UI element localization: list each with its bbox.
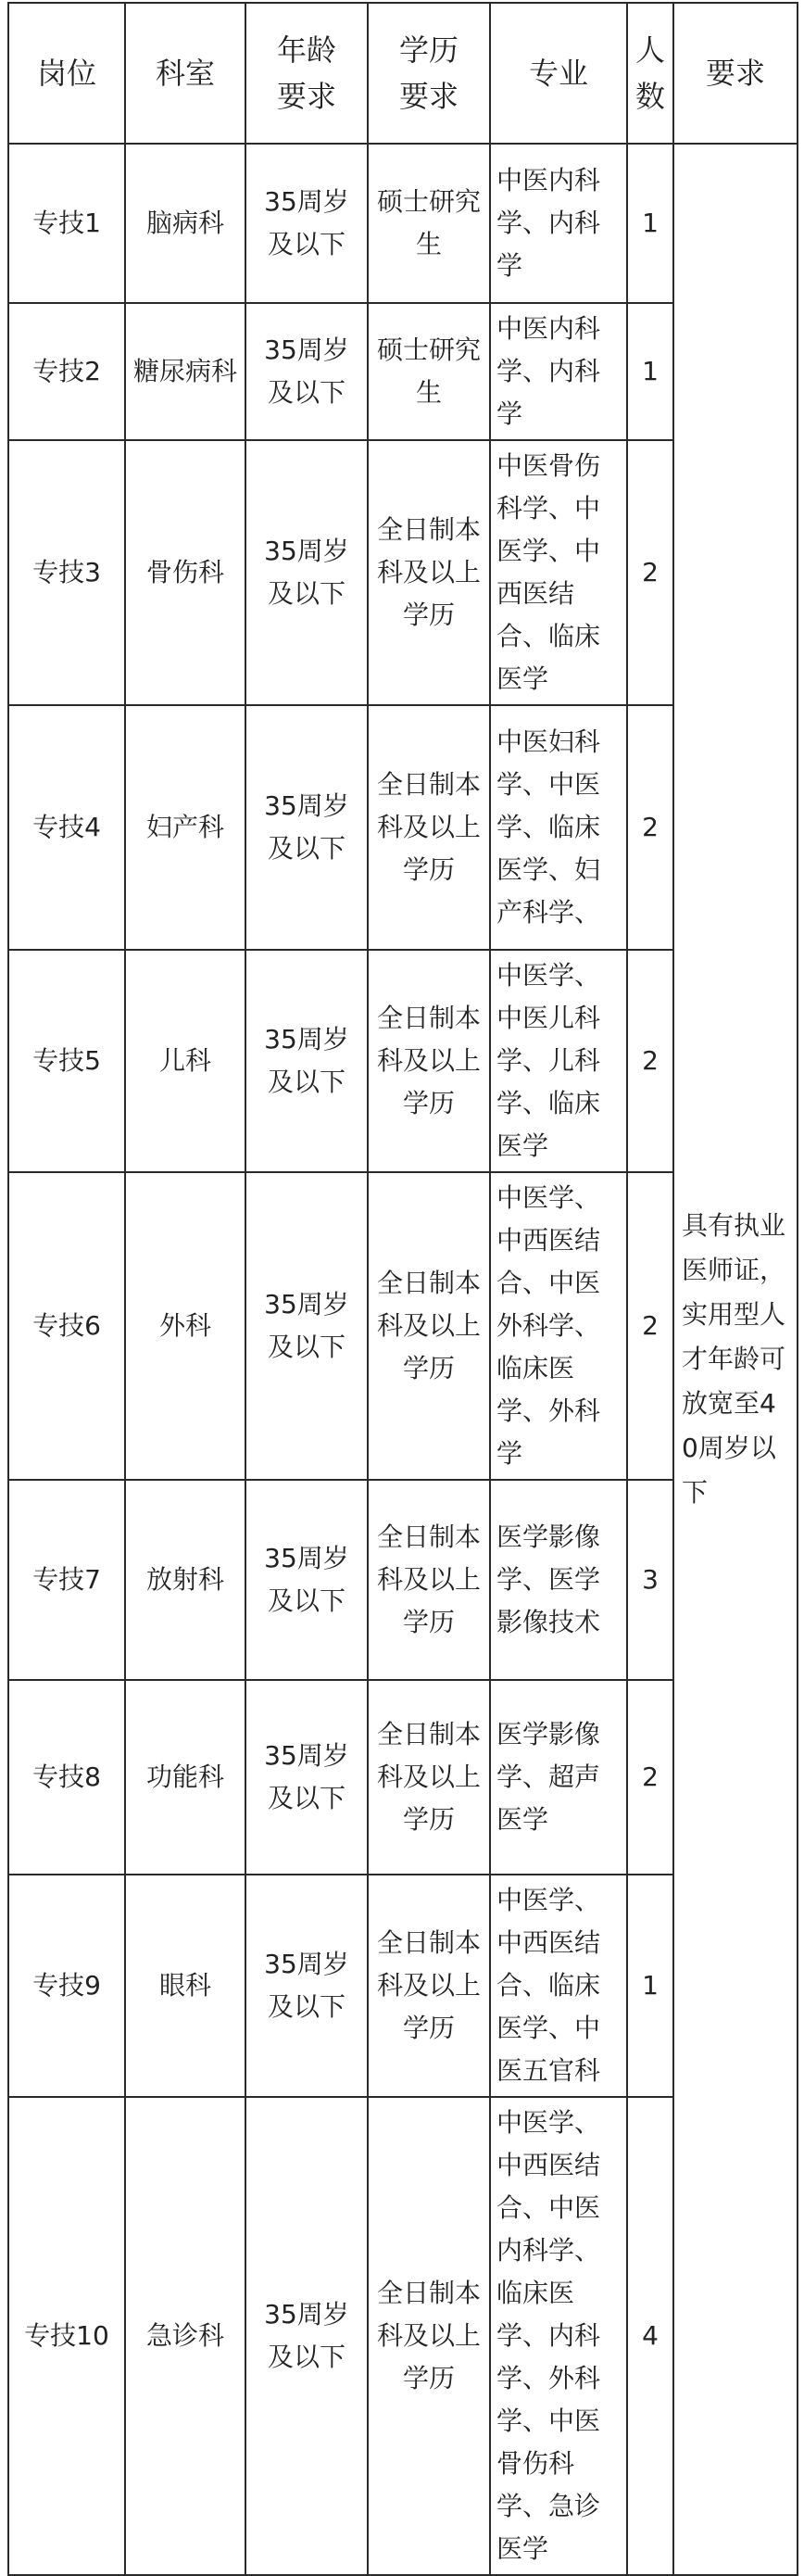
cell-age: 35周岁及以下 — [245, 1172, 368, 1480]
header-edu: 学历要求 — [368, 3, 490, 144]
cell-major: 医学影像学、超声医学 — [490, 1680, 627, 1875]
cell-edu: 硕士研究生 — [368, 144, 490, 303]
cell-dept: 糖尿病科 — [125, 303, 245, 440]
cell-age: 35周岁及以下 — [245, 950, 368, 1172]
cell-edu: 全日制本科及以上学历 — [368, 1680, 490, 1875]
header-post: 岗位 — [8, 3, 125, 144]
cell-dept: 骨伤科 — [125, 440, 245, 705]
cell-major: 中医学、中西医结合、中医外科学、临床医学、外科学 — [490, 1172, 627, 1480]
cell-age: 35周岁及以下 — [245, 2097, 368, 2575]
table-header-row — [8, 3, 798, 144]
cell-age: 35周岁及以下 — [245, 705, 368, 950]
cell-count: 3 — [627, 1480, 673, 1680]
cell-major: 医学影像学、医学影像技术 — [490, 1480, 627, 1680]
cell-dept: 脑病科 — [125, 144, 245, 303]
cell-age: 35周岁及以下 — [245, 1680, 368, 1875]
header-major: 专业 — [490, 3, 627, 144]
cell-count: 2 — [627, 440, 673, 705]
cell-count: 2 — [627, 705, 673, 950]
cell-edu: 全日制本科及以上学历 — [368, 1172, 490, 1480]
header-dept: 科室 — [125, 3, 245, 144]
cell-major: 中医学、中西医结合、中医内科学、临床医学、内科学、外科学、中医骨伤科学、急诊医学 — [490, 2097, 627, 2575]
cell-post: 专技8 — [8, 1680, 125, 1875]
cell-dept: 外科 — [125, 1172, 245, 1480]
cell-dept: 眼科 — [125, 1875, 245, 2097]
cell-major: 中医内科学、内科学 — [490, 144, 627, 303]
cell-major: 中医骨伤科学、中医学、中西医结合、临床医学 — [490, 440, 627, 705]
cell-post: 专技2 — [8, 303, 125, 440]
cell-edu: 全日制本科及以上学历 — [368, 2097, 490, 2575]
cell-dept: 功能科 — [125, 1680, 245, 1875]
cell-count: 1 — [627, 303, 673, 440]
header-age: 年龄要求 — [245, 3, 368, 144]
recruitment-table — [7, 2, 798, 2576]
cell-count: 1 — [627, 144, 673, 303]
cell-post: 专技3 — [8, 440, 125, 705]
cell-dept: 儿科 — [125, 950, 245, 1172]
cell-post: 专技1 — [8, 144, 125, 303]
cell-major: 中医妇科学、中医学、临床医学、妇产科学、 — [490, 705, 627, 950]
cell-post: 专技4 — [8, 705, 125, 950]
cell-dept: 妇产科 — [125, 705, 245, 950]
cell-post: 专技10 — [8, 2097, 125, 2575]
cell-count: 2 — [627, 1172, 673, 1480]
cell-age: 35周岁及以下 — [245, 1480, 368, 1680]
table-row — [8, 144, 798, 303]
cell-major: 中医学、中西医结合、临床医学、中医五官科 — [490, 1875, 627, 2097]
cell-post: 专技6 — [8, 1172, 125, 1480]
cell-post: 专技7 — [8, 1480, 125, 1680]
cell-post: 专技5 — [8, 950, 125, 1172]
header-count: 人数 — [627, 3, 673, 144]
cell-count: 1 — [627, 1875, 673, 2097]
cell-edu: 全日制本科及以上学历 — [368, 1480, 490, 1680]
cell-major: 中医学、中医儿科学、儿科学、临床医学 — [490, 950, 627, 1172]
cell-edu: 硕士研究生 — [368, 303, 490, 440]
cell-age: 35周岁及以下 — [245, 303, 368, 440]
cell-edu: 全日制本科及以上学历 — [368, 440, 490, 705]
cell-age: 35周岁及以下 — [245, 144, 368, 303]
cell-dept: 急诊科 — [125, 2097, 245, 2575]
cell-edu: 全日制本科及以上学历 — [368, 705, 490, 950]
cell-count: 4 — [627, 2097, 673, 2575]
cell-edu: 全日制本科及以上学历 — [368, 1875, 490, 2097]
cell-requirement: 具有执业医师证，实用型人才年龄可放宽至40周岁以下 — [673, 144, 798, 2575]
cell-dept: 放射科 — [125, 1480, 245, 1680]
cell-major: 中医内科学、内科学 — [490, 303, 627, 440]
header-requirement: 要求 — [673, 3, 798, 144]
cell-age: 35周岁及以下 — [245, 440, 368, 705]
cell-count: 2 — [627, 950, 673, 1172]
cell-post: 专技9 — [8, 1875, 125, 2097]
cell-count: 2 — [627, 1680, 673, 1875]
cell-age: 35周岁及以下 — [245, 1875, 368, 2097]
cell-edu: 全日制本科及以上学历 — [368, 950, 490, 1172]
